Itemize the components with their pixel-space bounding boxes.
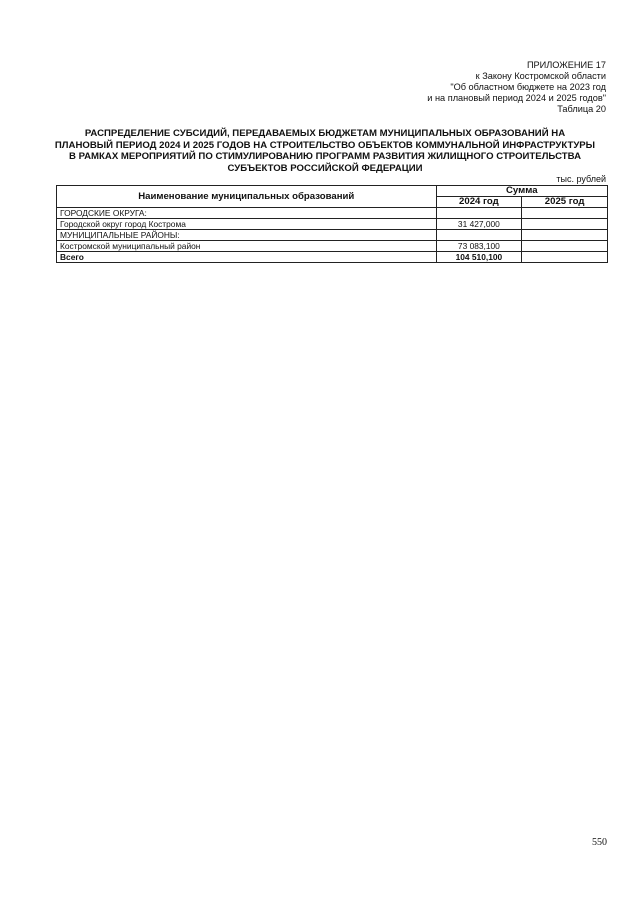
page-number: 550 [592,837,607,848]
row-value-2024: 31 427,000 [436,219,522,230]
table-number: Таблица 20 [557,104,606,114]
table-header-row [57,186,608,197]
row-name: ГОРОДСКИЕ ОКРУГА: [57,208,437,219]
column-header-name: Наименование муниципальных образований [57,186,437,208]
subsidy-table [56,185,608,263]
row-value-2025 [522,241,608,252]
title-line: ПЛАНОВЫЙ ПЕРИОД 2024 И 2025 ГОДОВ НА СТРОИТЕЛЬСТВО ОБЪЕКТОВ КОММУНАЛЬНОЙ ИНФРАСТРУКТУРЫ [54,139,596,151]
table-row [57,230,608,241]
title-line: В РАМКАХ МЕРОПРИЯТИЙ ПО СТИМУЛИРОВАНИЮ ПРОГРАММ РАЗВИТИЯ ЖИЛИЩНОГО СТРОИТЕЛЬСТВА [68,151,582,163]
total-value-2025 [522,252,608,263]
document-title [40,128,610,174]
planning-period: и на плановый период 2024 и 2025 годов" [427,93,606,103]
column-header-2024: 2024 год [436,197,522,208]
law-reference: к Закону Костромской области [475,71,606,81]
appendix-title: ПРИЛОЖЕНИЕ 17 [526,60,606,70]
row-value-2024 [436,230,522,241]
row-value-2024: 73 083,100 [436,241,522,252]
unit-label: тыс. рублей [556,174,606,184]
total-value-2024: 104 510,100 [436,252,522,263]
row-value-2025 [522,208,608,219]
table-row [57,208,608,219]
title-line: СУБЪЕКТОВ РОССИЙСКОЙ ФЕДЕРАЦИИ [227,162,423,174]
total-row [57,252,608,263]
table-row [57,219,608,230]
budget-law-name: "Об областном бюджете на 2023 год [450,82,606,92]
row-value-2025 [522,219,608,230]
row-name: Костромской муниципальный район [57,241,437,252]
title-line: РАСПРЕДЕЛЕНИЕ СУБСИДИЙ, ПЕРЕДАВАЕМЫХ БЮДЖЕТАМ МУНИЦИПАЛЬНЫХ ОБРАЗОВАНИЙ НА [84,128,566,139]
column-header-2025: 2025 год [522,197,608,208]
row-value-2024 [436,208,522,219]
appendix-header [306,60,606,115]
row-name: МУНИЦИПАЛЬНЫЕ РАЙОНЫ: [57,230,437,241]
total-label: Всего [57,252,437,263]
column-header-sum: Сумма [436,186,607,197]
row-name: Городской округ город Кострома [57,219,437,230]
table-row [57,241,608,252]
row-value-2025 [522,230,608,241]
